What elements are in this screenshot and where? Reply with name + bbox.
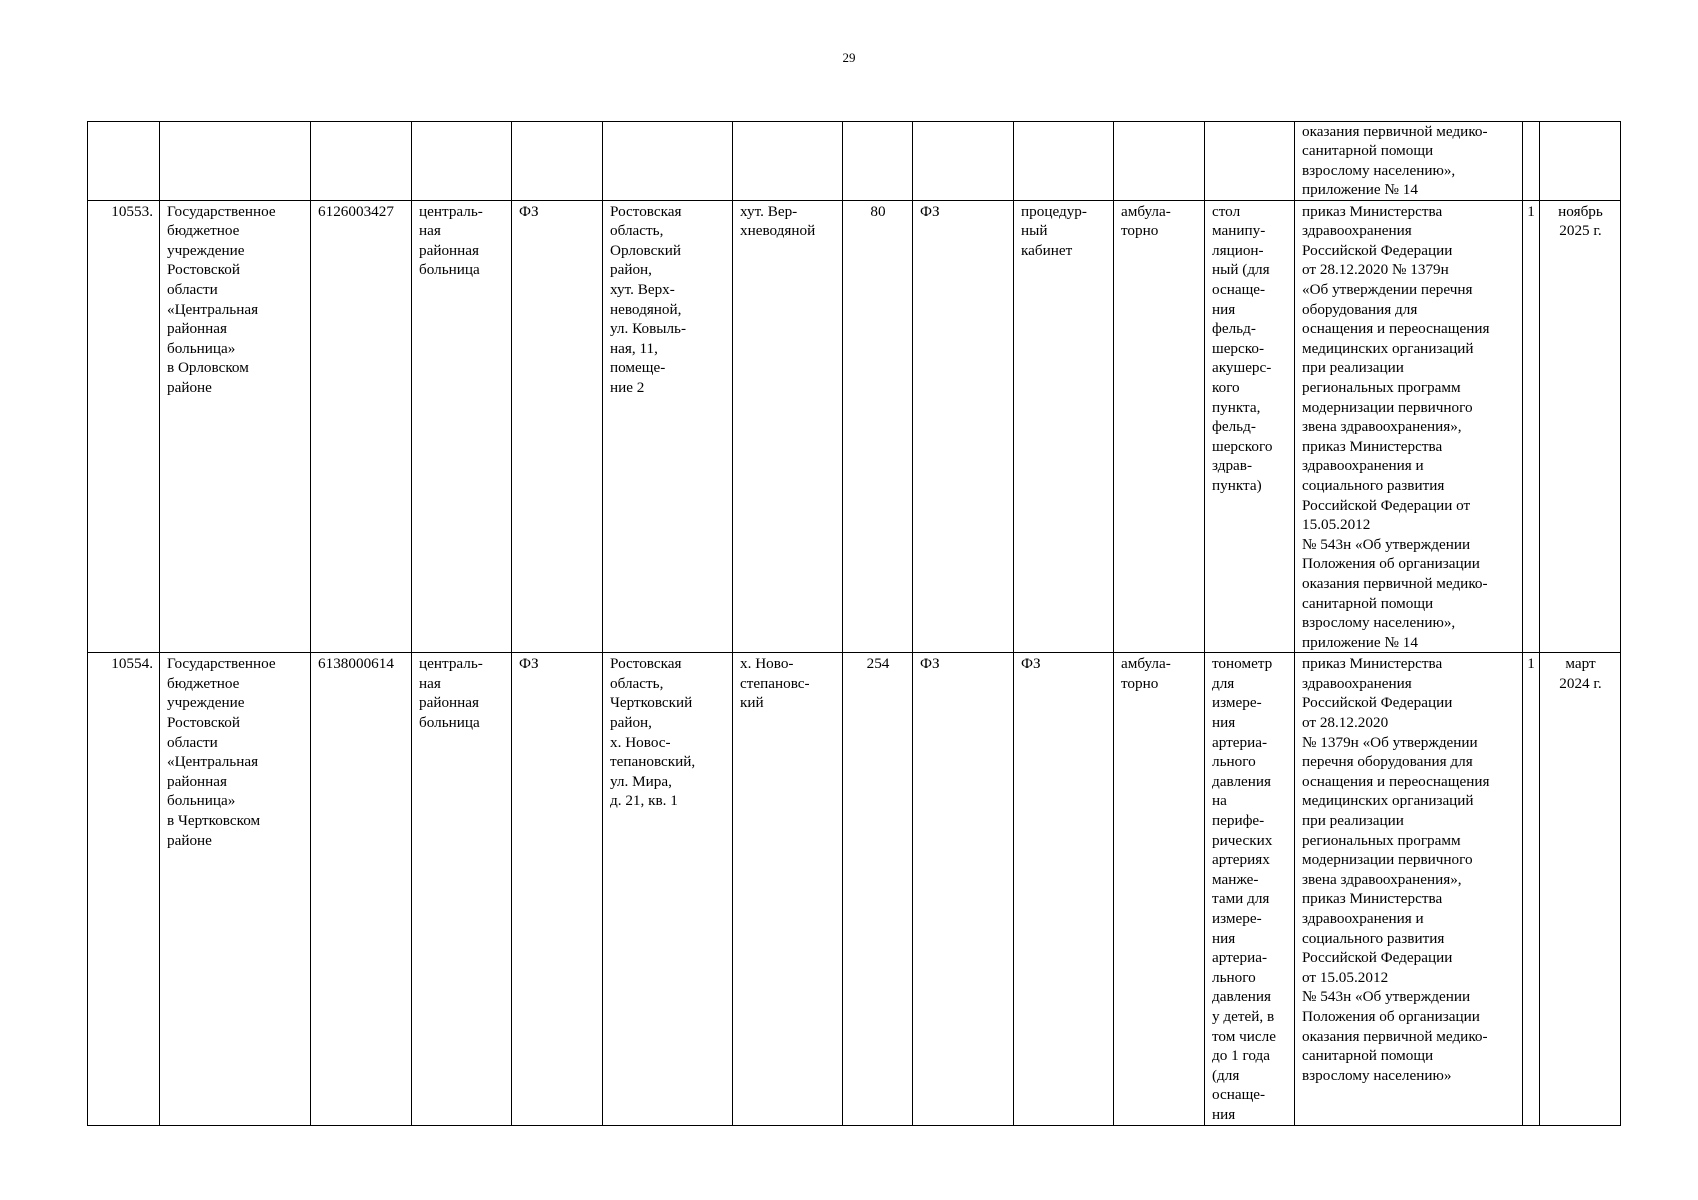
col9-cell: ФЗ: [913, 653, 1014, 1125]
address-cell: Ростовская область, Орловский район, хут. Верх- неводяной, ул. Ковыль- ная, 11, помеще- ние 2: [603, 200, 733, 653]
organization-cell: Государственное бюджетное учреждение Ростовской области «Центральная районная больница» в Орловском районе: [160, 200, 311, 653]
cell-empty: [412, 122, 512, 201]
unit-cell: ФЗ: [1014, 653, 1114, 1125]
continuation-row: [88, 122, 1621, 201]
condition-cell: амбула- торно: [1114, 200, 1205, 653]
document-cell: приказ Министерства здравоохранения Российской Федерации от 28.12.2020 № 1379н «Об утверждении перечня оборудования для оснащения и переоснащения медицинских организаций при реализации региональных программ модернизации первичного звена здравоохранения», приказ Министерства здравоохранения и социального развития Российской Федерации от 15.05.2012 № 543н «Об утверждении Положения об организации оказания первичной медико- санитарной помощи взрослому населению»: [1295, 653, 1523, 1125]
cell-empty: [311, 122, 412, 201]
cell-empty: [1205, 122, 1295, 201]
settlement-cell: х. Ново- степановс- кий: [733, 653, 843, 1125]
cell-empty: [1014, 122, 1114, 201]
cell-empty: [1523, 122, 1540, 201]
cell-empty: [1540, 122, 1621, 201]
count-cell: 80: [843, 200, 913, 653]
table-row: [88, 200, 1621, 653]
source-cell: ФЗ: [512, 653, 603, 1125]
cell-empty: [913, 122, 1014, 201]
unit-cell: процедур- ный кабинет: [1014, 200, 1114, 653]
equipment-cell: стол манипу- ляцион- ный (для оснаще- ния фельд- шерско- акушерс- кого пункта, фельд- шерского здрав- пункта): [1205, 200, 1295, 653]
address-cell: Ростовская область, Чертковский район, х. Новос- тепановский, ул. Мира, д. 21, кв. 1: [603, 653, 733, 1125]
inn-cell: 6126003427: [311, 200, 412, 653]
condition-cell: амбула- торно: [1114, 653, 1205, 1125]
registry-table: [87, 121, 1621, 1126]
cell-empty: [1114, 122, 1205, 201]
org-type-cell: централь- ная районная больница: [412, 653, 512, 1125]
row-number: 10553.: [88, 200, 160, 653]
row-number: 10554.: [88, 653, 160, 1125]
count-cell: 254: [843, 653, 913, 1125]
cell-empty: [512, 122, 603, 201]
cell-empty: [843, 122, 913, 201]
term-cell: ноябрь 2025 г.: [1540, 200, 1621, 653]
settlement-cell: хут. Вер- хневодяной: [733, 200, 843, 653]
document-cell: приказ Министерства здравоохранения Российской Федерации от 28.12.2020 № 1379н «Об утверждении перечня оборудования для оснащения и переоснащения медицинских организаций при реализации региональных программ модернизации первичного звена здравоохранения», приказ Министерства здравоохранения и социального развития Российской Федерации от 15.05.2012 № 543н «Об утверждении Положения об организации оказания первичной медико- санитарной помощи взрослому населению», приложение № 14: [1295, 200, 1523, 653]
organization-cell: Государственное бюджетное учреждение Ростовской области «Центральная районная больница» в Чертковском районе: [160, 653, 311, 1125]
inn-cell: 6138000614: [311, 653, 412, 1125]
cell-empty: [603, 122, 733, 201]
term-cell: март 2024 г.: [1540, 653, 1621, 1125]
source-cell: ФЗ: [512, 200, 603, 653]
table-row: [88, 653, 1621, 1125]
cell-empty: [733, 122, 843, 201]
document-cell: оказания первичной медико- санитарной помощи взрослому населению», приложение № 14: [1295, 122, 1523, 201]
org-type-cell: централь- ная районная больница: [412, 200, 512, 653]
cell-empty: [88, 122, 160, 201]
page-number: 29: [842, 50, 856, 65]
quantity-cell: 1: [1523, 200, 1540, 653]
equipment-cell: тонометр для измере- ния артериа- льного давления на перифе- рических артериях манже- тами для измере- ния артериа- льного давления у детей, в том числе до 1 года (для оснаще- ния: [1205, 653, 1295, 1125]
col9-cell: ФЗ: [913, 200, 1014, 653]
cell-empty: [160, 122, 311, 201]
quantity-cell: 1: [1523, 653, 1540, 1125]
